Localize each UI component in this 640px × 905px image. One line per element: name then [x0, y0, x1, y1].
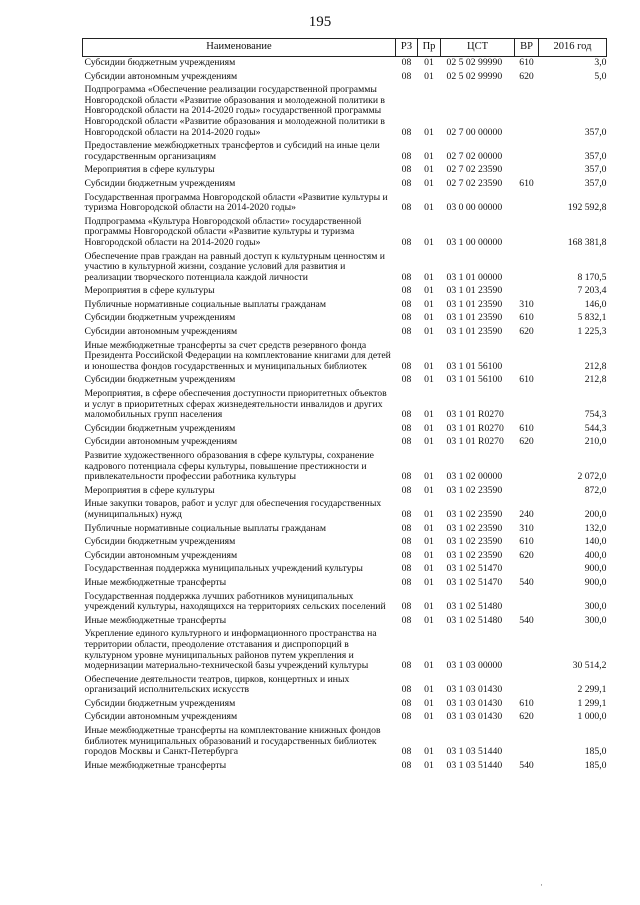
- page-number: 195: [308, 14, 332, 30]
- cell-name: Государственная поддержка муниципальных учреждений культуры: [84, 563, 363, 575]
- cell-pr: 01: [424, 601, 434, 613]
- cell-cst: 02 7 00 00000: [446, 126, 503, 138]
- cell-name: Субсидии автономным учреждениям: [84, 326, 238, 338]
- table-header-row: [83, 39, 607, 57]
- cell-pr: 01: [424, 57, 434, 68]
- cell-vr: [515, 285, 539, 299]
- cell-name: Иные межбюджетные трансферты: [84, 576, 227, 588]
- cell-vr: [515, 84, 539, 140]
- cell-rz: 08: [401, 409, 412, 421]
- cell-vr: [515, 674, 539, 698]
- cell-sum: 5,0: [594, 70, 607, 82]
- cell-rz: 08: [401, 684, 412, 696]
- table-row: [83, 450, 607, 485]
- cell-pr: 01: [424, 576, 434, 588]
- cell-sum: 754,3: [584, 409, 607, 421]
- cell-cst: 03 1 03 00000: [446, 660, 503, 672]
- cell-rz: 08: [401, 374, 412, 386]
- cell-pr: 01: [424, 508, 434, 520]
- cell-sum: 900,0: [584, 576, 607, 588]
- cell-rz: 08: [401, 697, 412, 709]
- cell-vr: 310: [519, 298, 534, 310]
- cell-pr: 01: [424, 759, 434, 771]
- cell-rz: 08: [401, 436, 412, 448]
- cell-name: Субсидии бюджетным учреждениям: [84, 374, 236, 386]
- cell-rz: 08: [401, 285, 412, 297]
- cell-vr: [515, 164, 539, 178]
- cell-rz: 08: [401, 614, 412, 626]
- cell-cst: 03 1 01 R0270: [446, 436, 504, 448]
- budget-table: [82, 38, 607, 773]
- cell-name: Субсидии автономным учреждениям: [84, 549, 238, 561]
- cell-rz: 08: [401, 601, 412, 613]
- cell-sum: 8 170,5: [577, 271, 607, 283]
- cell-pr: 01: [424, 436, 434, 448]
- cell-name: Развитие художественного образования в сфере культуры, сохранение кадрового потенциала сферы культуры, повышение престижности и привлекательности профессии работника культуры: [84, 450, 374, 483]
- cell-name: Субсидии автономным учреждениям: [84, 70, 238, 82]
- cell-rz: 08: [401, 508, 412, 520]
- table-row: [83, 550, 607, 564]
- cell-vr: [515, 450, 539, 485]
- cell-name: Субсидии автономным учреждениям: [84, 436, 238, 448]
- table-row: [83, 388, 607, 423]
- cell-rz: 08: [401, 422, 412, 434]
- cell-cst: 03 1 02 51470: [446, 563, 503, 575]
- cell-sum: 5 832,1: [577, 312, 607, 324]
- table-row: [83, 725, 607, 760]
- cell-rz: 08: [401, 312, 412, 324]
- cell-cst: 03 1 01 23590: [446, 326, 503, 338]
- cell-rz: 08: [401, 360, 412, 372]
- cell-cst: 02 5 02 99990: [446, 57, 503, 68]
- table-row: [83, 423, 607, 437]
- cell-rz: 08: [401, 202, 412, 214]
- cell-vr: 610: [519, 177, 534, 189]
- cell-cst: 03 1 02 51480: [446, 614, 503, 626]
- cell-name: Субсидии бюджетным учреждениям: [84, 177, 236, 189]
- cell-vr: [515, 485, 539, 499]
- cell-sum: 146,0: [584, 298, 607, 310]
- cell-vr: 610: [519, 57, 534, 68]
- cell-rz: 08: [401, 536, 412, 548]
- cell-pr: 01: [424, 202, 434, 214]
- header-rz: РЗ: [396, 39, 418, 57]
- cell-name: Субсидии бюджетным учреждениям: [84, 422, 236, 434]
- table-row: [83, 216, 607, 251]
- cell-rz: 08: [401, 711, 412, 723]
- cell-pr: 01: [424, 150, 434, 162]
- cell-rz: 08: [401, 57, 412, 68]
- cell-sum: 300,0: [584, 614, 607, 626]
- header-name: Наименование: [83, 39, 396, 57]
- cell-sum: 357,0: [584, 164, 607, 176]
- cell-name: Обеспечение деятельности театров, цирков, концертных и иных организаций исполнительских искусств: [84, 673, 350, 696]
- cell-vr: [515, 591, 539, 615]
- cell-vr: [515, 251, 539, 286]
- cell-sum: 357,0: [584, 126, 607, 138]
- cell-cst: 03 1 02 23590: [446, 549, 503, 561]
- cell-name: Государственная поддержка лучших работников муниципальных учреждений культуры, находящихся на территориях сельских поселений: [84, 590, 386, 613]
- cell-vr: 610: [519, 697, 534, 709]
- table-row: [83, 57, 607, 71]
- table-row: [83, 312, 607, 326]
- table-row: [83, 498, 607, 522]
- cell-cst: 02 7 02 23590: [446, 164, 503, 176]
- cell-name: Субсидии бюджетным учреждениям: [84, 536, 236, 548]
- header-cst: ЦСТ: [441, 39, 515, 57]
- cell-rz: 08: [401, 563, 412, 575]
- cell-sum: 1 225,3: [577, 326, 607, 338]
- cell-sum: 900,0: [584, 563, 607, 575]
- cell-sum: 132,0: [584, 522, 607, 534]
- cell-vr: 240: [519, 508, 534, 520]
- cell-name: Укрепление единого культурного и информационного пространства на территории области, преодоление отставания и диспропорций в культурном уровне муниципальных районов путем укрепления и модернизации материально-технической базы учреждений культуры: [84, 628, 377, 672]
- cell-rz: 08: [401, 759, 412, 771]
- cell-pr: 01: [424, 285, 434, 297]
- cell-sum: 200,0: [584, 508, 607, 520]
- cell-cst: 03 1 02 23590: [446, 484, 503, 496]
- cell-sum: 30 514,2: [572, 660, 607, 672]
- cell-rz: 08: [401, 150, 412, 162]
- cell-name: Субсидии бюджетным учреждениям: [84, 312, 236, 324]
- table-row: [83, 178, 607, 192]
- cell-rz: 08: [401, 522, 412, 534]
- cell-cst: 03 1 00 00000: [446, 236, 503, 248]
- cell-name: Иные межбюджетные трансферты: [84, 759, 227, 771]
- cell-pr: 01: [424, 164, 434, 176]
- cell-name: Иные закупки товаров, работ и услуг для обеспечения государственных (муниципальных) нужд: [84, 498, 382, 520]
- cell-cst: 03 1 02 23590: [446, 536, 503, 548]
- table-row: [83, 374, 607, 388]
- table-row: [83, 523, 607, 537]
- table-row: [83, 563, 607, 577]
- cell-pr: 01: [424, 660, 434, 672]
- cell-pr: 01: [424, 177, 434, 189]
- table-row: [83, 698, 607, 712]
- cell-name: Субсидии автономным учреждениям: [84, 711, 238, 723]
- table-row: [83, 192, 607, 216]
- cell-vr: 610: [519, 422, 534, 434]
- cell-pr: 01: [424, 484, 434, 496]
- table-row: [83, 674, 607, 698]
- cell-vr: 620: [519, 549, 534, 561]
- cell-sum: 544,3: [584, 422, 607, 434]
- cell-rz: 08: [401, 471, 412, 483]
- cell-vr: 620: [519, 711, 534, 723]
- cell-rz: 08: [401, 164, 412, 176]
- cell-sum: 2 299,1: [577, 684, 607, 696]
- cell-sum: 212,8: [584, 360, 607, 372]
- cell-vr: 610: [519, 536, 534, 548]
- cell-pr: 01: [424, 298, 434, 310]
- cell-name: Мероприятия в сфере культуры: [84, 484, 215, 496]
- cell-name: Обеспечение прав граждан на равный доступ к культурным ценностям и участию в культурной жизни, создание условий для развития и реализации творческого потенциала каждой личности: [84, 250, 385, 283]
- cell-name: Мероприятия в сфере культуры: [84, 285, 215, 297]
- cell-rz: 08: [401, 746, 412, 758]
- table-row: [83, 591, 607, 615]
- cell-pr: 01: [424, 312, 434, 324]
- cell-cst: 02 7 02 00000: [446, 150, 503, 162]
- cell-rz: 08: [401, 70, 412, 82]
- cell-name: Мероприятия, в сфере обеспечения доступности приоритетных объектов и услуг в приоритетных сферах жизнедеятельности инвалидов и других маломобильных групп населения: [84, 388, 387, 421]
- cell-name: Субсидии бюджетным учреждениям: [84, 57, 236, 68]
- cell-cst: 03 1 01 56100: [446, 374, 503, 386]
- table-row: [83, 711, 607, 725]
- cell-cst: 03 1 01 56100: [446, 360, 503, 372]
- cell-pr: 01: [424, 409, 434, 421]
- cell-sum: 872,0: [584, 484, 607, 496]
- cell-rz: 08: [401, 484, 412, 496]
- cell-sum: 210,0: [584, 436, 607, 448]
- cell-vr: 540: [519, 614, 534, 626]
- cell-sum: 185,0: [584, 746, 607, 758]
- cell-cst: 02 5 02 99990: [446, 70, 503, 82]
- cell-cst: 03 1 01 R0270: [446, 422, 504, 434]
- cell-vr: [515, 192, 539, 216]
- cell-cst: 03 1 01 23590: [446, 312, 503, 324]
- cell-pr: 01: [424, 70, 434, 82]
- cell-vr: 620: [519, 70, 534, 82]
- table-row: [83, 84, 607, 140]
- cell-name: Публичные нормативные социальные выплаты гражданам: [84, 522, 326, 534]
- cell-sum: 1 299,1: [577, 697, 607, 709]
- table-row: [83, 299, 607, 313]
- cell-vr: 540: [519, 759, 534, 771]
- table-row: [83, 536, 607, 550]
- cell-name: Иные межбюджетные трансферты за счет средств резервного фонда Президента Российской Федерации на комплектование книгами для детей и юношества фондов государственных и муниципальных библиотек: [84, 339, 391, 372]
- cell-vr: 610: [519, 374, 534, 386]
- table-row: [83, 326, 607, 340]
- table-row: [83, 615, 607, 629]
- cell-pr: 01: [424, 326, 434, 338]
- cell-sum: 2 072,0: [577, 471, 607, 483]
- cell-vr: 310: [519, 522, 534, 534]
- scan-mark: ·: [540, 880, 543, 890]
- cell-pr: 01: [424, 563, 434, 575]
- cell-pr: 01: [424, 614, 434, 626]
- cell-cst: 03 1 03 51440: [446, 759, 503, 771]
- header-vr: ВР: [515, 39, 539, 57]
- cell-rz: 08: [401, 271, 412, 283]
- table-row: [83, 577, 607, 591]
- cell-sum: 300,0: [584, 601, 607, 613]
- table-body: [83, 57, 607, 774]
- cell-vr: 540: [519, 576, 534, 588]
- cell-cst: 03 1 02 23590: [446, 508, 503, 520]
- cell-sum: 185,0: [584, 759, 607, 771]
- cell-sum: 212,8: [584, 374, 607, 386]
- cell-pr: 01: [424, 697, 434, 709]
- cell-pr: 01: [424, 746, 434, 758]
- cell-pr: 01: [424, 126, 434, 138]
- cell-cst: 03 1 02 23590: [446, 522, 503, 534]
- cell-name: Предоставление межбюджетных трансфертов и субсидий на иные цели государственным организациям: [84, 140, 380, 162]
- table-row: [83, 760, 607, 774]
- cell-pr: 01: [424, 549, 434, 561]
- cell-name: Иные межбюджетные трансферты на комплектование книжных фондов библиотек муниципальных образований и государственных библиотек городов Москвы и Санкт-Петербурга: [84, 725, 381, 758]
- cell-name: Иные межбюджетные трансферты: [84, 614, 227, 626]
- cell-vr: [515, 388, 539, 423]
- cell-sum: 7 203,4: [577, 285, 607, 297]
- cell-name: Мероприятия в сфере культуры: [84, 164, 215, 176]
- cell-cst: 03 1 01 00000: [446, 271, 503, 283]
- cell-pr: 01: [424, 684, 434, 696]
- cell-vr: 610: [519, 312, 534, 324]
- cell-rz: 08: [401, 660, 412, 672]
- cell-cst: 02 7 02 23590: [446, 177, 503, 189]
- table-row: [83, 164, 607, 178]
- cell-vr: [515, 563, 539, 577]
- table-row: [83, 251, 607, 286]
- cell-pr: 01: [424, 271, 434, 283]
- table-row: [83, 628, 607, 673]
- cell-rz: 08: [401, 576, 412, 588]
- cell-rz: 08: [401, 326, 412, 338]
- cell-cst: 03 1 03 01430: [446, 711, 503, 723]
- cell-pr: 01: [424, 360, 434, 372]
- cell-cst: 03 1 01 R0270: [446, 409, 504, 421]
- cell-cst: 03 1 03 01430: [446, 684, 503, 696]
- cell-vr: [515, 140, 539, 164]
- cell-name: Государственная программа Новгородской области «Развитие культуры и туризма Новгородской области на 2014-2020 годы»: [84, 191, 388, 214]
- cell-pr: 01: [424, 471, 434, 483]
- cell-vr: [515, 628, 539, 673]
- cell-pr: 01: [424, 236, 434, 248]
- cell-pr: 01: [424, 711, 434, 723]
- table-row: [83, 140, 607, 164]
- table-row: [83, 71, 607, 85]
- cell-sum: 357,0: [584, 177, 607, 189]
- header-sum: 2016 год: [539, 39, 607, 57]
- cell-vr: 620: [519, 326, 534, 338]
- cell-name: Публичные нормативные социальные выплаты гражданам: [84, 298, 326, 310]
- cell-rz: 08: [401, 236, 412, 248]
- cell-pr: 01: [424, 422, 434, 434]
- cell-name: Субсидии бюджетным учреждениям: [84, 697, 236, 709]
- cell-cst: 03 1 01 23590: [446, 285, 503, 297]
- cell-vr: [515, 725, 539, 760]
- cell-pr: 01: [424, 522, 434, 534]
- cell-sum: 400,0: [584, 549, 607, 561]
- cell-sum: 192 592,8: [567, 202, 607, 214]
- cell-cst: 03 1 02 51480: [446, 601, 503, 613]
- cell-vr: [515, 216, 539, 251]
- cell-pr: 01: [424, 536, 434, 548]
- cell-name: Подпрограмма «Культура Новгородской области» государственной программы Новгородской области «Развитие культуры и туризма Новгородской области на 2014-2020 годы»: [84, 215, 362, 248]
- table-row: [83, 285, 607, 299]
- cell-cst: 03 1 03 51440: [446, 746, 503, 758]
- cell-rz: 08: [401, 549, 412, 561]
- cell-cst: 03 1 03 01430: [446, 697, 503, 709]
- table-row: [83, 340, 607, 375]
- cell-rz: 08: [401, 126, 412, 138]
- cell-cst: 03 1 02 51470: [446, 576, 503, 588]
- cell-sum: 140,0: [584, 536, 607, 548]
- cell-sum: 357,0: [584, 150, 607, 162]
- cell-cst: 03 0 00 00000: [446, 202, 503, 214]
- cell-sum: 168 381,8: [567, 236, 607, 248]
- cell-name: Подпрограмма «Обеспечение реализации государственной программы Новгородской области «Развитие образования и молодежной политики в Новгородской области на 2014-2020 годы» государственной программы Новгородской области «Развитие образования и молодежной политики в Новгородской области на 2014-2020 годы»: [84, 84, 386, 138]
- cell-rz: 08: [401, 177, 412, 189]
- cell-pr: 01: [424, 374, 434, 386]
- cell-rz: 08: [401, 298, 412, 310]
- cell-cst: 03 1 02 00000: [446, 471, 503, 483]
- table-row: [83, 436, 607, 450]
- cell-sum: 1 000,0: [577, 711, 607, 723]
- table-row: [83, 485, 607, 499]
- cell-sum: 3,0: [594, 57, 607, 68]
- cell-vr: [515, 340, 539, 375]
- header-pr: Пр: [418, 39, 441, 57]
- cell-vr: 620: [519, 436, 534, 448]
- cell-cst: 03 1 01 23590: [446, 298, 503, 310]
